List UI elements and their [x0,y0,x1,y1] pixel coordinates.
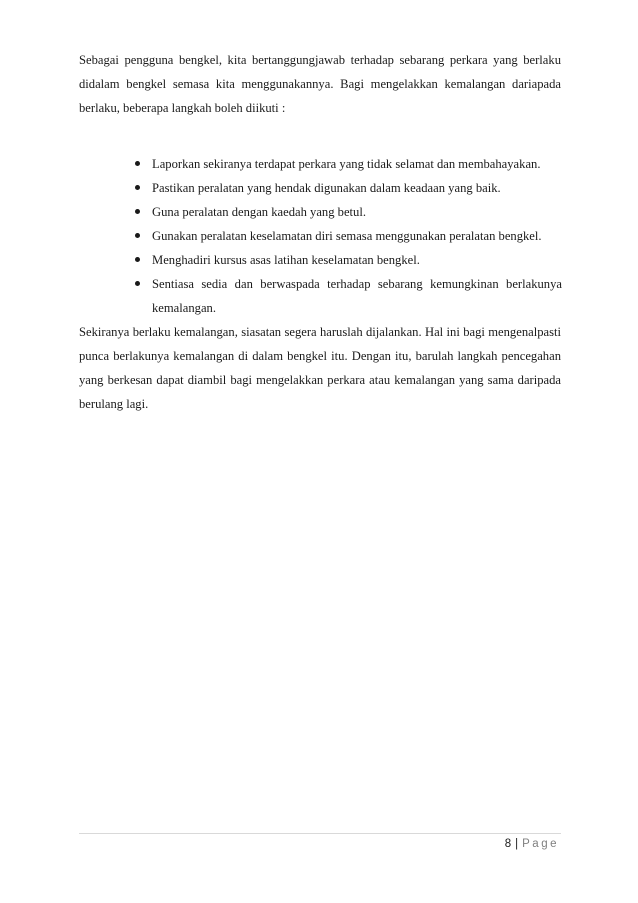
safety-steps-list [152,152,562,320]
list-item-text: Sentiasa sedia dan berwaspada terhadap sebarang kemungkinan berlakunya kemalangan. [152,277,562,315]
footer-separator: | [515,838,519,850]
bullet-icon [135,281,140,286]
list-item [152,200,562,224]
page-label: Page [522,838,559,850]
list-item-text: Guna peralatan dengan kaedah yang betul. [152,205,367,219]
intro-paragraph: Sebagai pengguna bengkel, kita bertanggungjawab terhadap sebarang perkara yang berlaku didalam bengkel semasa kita menggunakannya. Bagi mengelakkan kemalangan dariapada berlaku, beberapa langkah boleh diikuti : [79,53,561,115]
footer-divider [79,833,561,834]
list-item [152,152,562,176]
bullet-icon [135,185,140,190]
bullet-icon [135,233,140,238]
list-item-text: Menghadiri kursus asas latihan keselamatan bengkel. [152,253,420,267]
list-item-text: Gunakan peralatan keselamatan diri semasa menggunakan peralatan bengkel. [152,229,542,243]
list-item [152,176,562,200]
closing-paragraph: Sekiranya berlaku kemalangan, siasatan segera haruslah dijalankan. Hal ini bagi mengenalpasti punca berlakunya kemalangan di dalam bengkel itu. Dengan itu, barulah langkah pencegahan yang berkesan dapat diambil bagi mengelakkan perkara atau kemalangan yang sama daripada berulang lagi. [79,325,561,411]
list-item [152,272,562,320]
bullet-icon [135,209,140,214]
page-footer [505,838,559,850]
list-item-text: Laporkan sekiranya terdapat perkara yang tidak selamat dan membahayakan. [152,157,541,171]
list-item [152,248,562,272]
list-item [152,224,562,248]
page-number: 8 [504,838,512,850]
bullet-icon [135,161,140,166]
bullet-icon [135,257,140,262]
list-item-text: Pastikan peralatan yang hendak digunakan dalam keadaan yang baik. [152,181,501,195]
